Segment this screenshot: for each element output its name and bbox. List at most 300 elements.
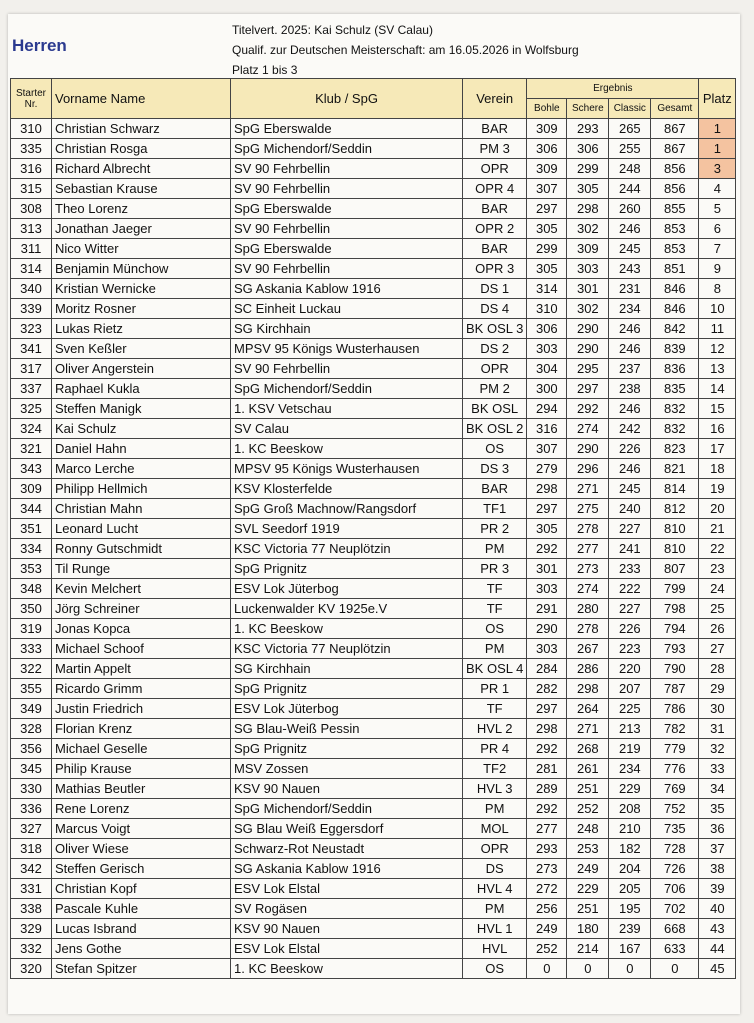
platz-cell: 43 — [699, 919, 736, 939]
verein-cell: DS 4 — [463, 299, 527, 319]
classic-cell: 238 — [609, 379, 651, 399]
gesamt-cell: 786 — [651, 699, 699, 719]
platz-cell: 3 — [699, 159, 736, 179]
gesamt-cell: 798 — [651, 599, 699, 619]
classic-cell: 245 — [609, 239, 651, 259]
classic-cell: 239 — [609, 919, 651, 939]
results-table — [10, 78, 736, 979]
schere-cell: 297 — [567, 379, 609, 399]
klub-cell: SpG Prignitz — [231, 679, 463, 699]
name-cell: Pascale Kuhle — [52, 899, 231, 919]
starter-nr-cell: 311 — [11, 239, 52, 259]
header-classic: Classic — [609, 99, 651, 119]
platz-cell: 1 — [699, 139, 736, 159]
platz-cell: 44 — [699, 939, 736, 959]
table-row — [11, 439, 736, 459]
verein-cell: TF1 — [463, 499, 527, 519]
name-cell: Philip Krause — [52, 759, 231, 779]
gesamt-cell: 835 — [651, 379, 699, 399]
table-row — [11, 279, 736, 299]
klub-cell: SpG Prignitz — [231, 739, 463, 759]
verein-cell: MOL — [463, 819, 527, 839]
gesamt-cell: 823 — [651, 439, 699, 459]
schere-cell: 306 — [567, 139, 609, 159]
starter-nr-cell: 338 — [11, 899, 52, 919]
klub-cell: SG Askania Kablow 1916 — [231, 279, 463, 299]
header-starter: Starter Nr. — [11, 79, 52, 119]
table-row — [11, 519, 736, 539]
name-cell: Kai Schulz — [52, 419, 231, 439]
name-cell: Lukas Rietz — [52, 319, 231, 339]
gesamt-cell: 832 — [651, 419, 699, 439]
bohle-cell: 305 — [527, 259, 567, 279]
header-info — [232, 20, 579, 80]
name-cell: Sebastian Krause — [52, 179, 231, 199]
bohle-cell: 305 — [527, 219, 567, 239]
gesamt-cell: 846 — [651, 279, 699, 299]
name-cell: Richard Albrecht — [52, 159, 231, 179]
table-row — [11, 659, 736, 679]
bohle-cell: 273 — [527, 859, 567, 879]
table-row — [11, 759, 736, 779]
name-cell: Benjamin Münchow — [52, 259, 231, 279]
verein-cell: PR 4 — [463, 739, 527, 759]
schere-cell: 264 — [567, 699, 609, 719]
verein-cell: OPR 3 — [463, 259, 527, 279]
schere-cell: 299 — [567, 159, 609, 179]
name-cell: Michael Schoof — [52, 639, 231, 659]
starter-nr-cell: 318 — [11, 839, 52, 859]
table-row — [11, 119, 736, 139]
name-cell: Christian Kopf — [52, 879, 231, 899]
classic-cell: 233 — [609, 559, 651, 579]
classic-cell: 246 — [609, 459, 651, 479]
schere-cell: 271 — [567, 719, 609, 739]
gesamt-cell: 853 — [651, 239, 699, 259]
gesamt-cell: 810 — [651, 519, 699, 539]
table-row — [11, 579, 736, 599]
starter-nr-cell: 322 — [11, 659, 52, 679]
table-row — [11, 699, 736, 719]
klub-cell: KSC Victoria 77 Neuplötzin — [231, 539, 463, 559]
verein-cell: PR 3 — [463, 559, 527, 579]
verein-cell: BAR — [463, 239, 527, 259]
schere-cell: 278 — [567, 519, 609, 539]
starter-nr-cell: 337 — [11, 379, 52, 399]
platz-cell: 9 — [699, 259, 736, 279]
name-cell: Kristian Wernicke — [52, 279, 231, 299]
platz-cell: 1 — [699, 119, 736, 139]
bohle-cell: 303 — [527, 639, 567, 659]
starter-nr-cell: 342 — [11, 859, 52, 879]
bohle-cell: 252 — [527, 939, 567, 959]
platz-cell: 23 — [699, 559, 736, 579]
name-cell: Theo Lorenz — [52, 199, 231, 219]
verein-cell: OS — [463, 439, 527, 459]
header-schere: Schere — [567, 99, 609, 119]
classic-cell: 223 — [609, 639, 651, 659]
starter-nr-cell: 336 — [11, 799, 52, 819]
table-row — [11, 359, 736, 379]
name-cell: Daniel Hahn — [52, 439, 231, 459]
klub-cell: SG Askania Kablow 1916 — [231, 859, 463, 879]
table-row — [11, 479, 736, 499]
verein-cell: TF2 — [463, 759, 527, 779]
range-line: Platz 1 bis 3 — [232, 63, 298, 77]
schere-cell: 253 — [567, 839, 609, 859]
bohle-cell: 305 — [527, 519, 567, 539]
verein-cell: BAR — [463, 199, 527, 219]
klub-cell: SG Blau-Weiß Pessin — [231, 719, 463, 739]
platz-cell: 31 — [699, 719, 736, 739]
schere-cell: 278 — [567, 619, 609, 639]
classic-cell: 245 — [609, 479, 651, 499]
classic-cell: 226 — [609, 619, 651, 639]
schere-cell: 229 — [567, 879, 609, 899]
schere-cell: 296 — [567, 459, 609, 479]
table-row — [11, 419, 736, 439]
bohle-cell: 282 — [527, 679, 567, 699]
table-row — [11, 339, 736, 359]
name-cell: Christian Schwarz — [52, 119, 231, 139]
schere-cell: 305 — [567, 179, 609, 199]
klub-cell: KSV 90 Nauen — [231, 779, 463, 799]
klub-cell: ESV Lok Jüterbog — [231, 699, 463, 719]
table-row — [11, 159, 736, 179]
platz-cell: 17 — [699, 439, 736, 459]
name-cell: Sven Keßler — [52, 339, 231, 359]
name-cell: Justin Friedrich — [52, 699, 231, 719]
bohle-cell: 301 — [527, 559, 567, 579]
schere-cell: 302 — [567, 299, 609, 319]
klub-cell: SV 90 Fehrbellin — [231, 259, 463, 279]
gesamt-cell: 839 — [651, 339, 699, 359]
klub-cell: SVL Seedorf 1919 — [231, 519, 463, 539]
verein-cell: HVL 4 — [463, 879, 527, 899]
platz-cell: 37 — [699, 839, 736, 859]
starter-nr-cell: 313 — [11, 219, 52, 239]
table-row — [11, 599, 736, 619]
classic-cell: 265 — [609, 119, 651, 139]
klub-cell: SpG Prignitz — [231, 559, 463, 579]
platz-cell: 39 — [699, 879, 736, 899]
gesamt-cell: 779 — [651, 739, 699, 759]
bohle-cell: 297 — [527, 699, 567, 719]
starter-nr-cell: 339 — [11, 299, 52, 319]
bohle-cell: 304 — [527, 359, 567, 379]
starter-nr-cell: 324 — [11, 419, 52, 439]
bohle-cell: 299 — [527, 239, 567, 259]
starter-nr-cell: 320 — [11, 959, 52, 979]
platz-cell: 15 — [699, 399, 736, 419]
starter-nr-cell: 325 — [11, 399, 52, 419]
results-sheet — [8, 14, 740, 1014]
gesamt-cell: 855 — [651, 199, 699, 219]
gesamt-cell: 702 — [651, 899, 699, 919]
name-cell: Moritz Rosner — [52, 299, 231, 319]
starter-nr-cell: 328 — [11, 719, 52, 739]
starter-nr-cell: 348 — [11, 579, 52, 599]
starter-nr-cell: 334 — [11, 539, 52, 559]
classic-cell: 182 — [609, 839, 651, 859]
classic-cell: 234 — [609, 759, 651, 779]
starter-nr-cell: 333 — [11, 639, 52, 659]
table-row — [11, 919, 736, 939]
bohle-cell: 310 — [527, 299, 567, 319]
verein-cell: PM — [463, 539, 527, 559]
table-row — [11, 679, 736, 699]
name-cell: Ricardo Grimm — [52, 679, 231, 699]
classic-cell: 204 — [609, 859, 651, 879]
gesamt-cell: 799 — [651, 579, 699, 599]
verein-cell: BK OSL 3 — [463, 319, 527, 339]
bohle-cell: 303 — [527, 339, 567, 359]
klub-cell: ESV Lok Elstal — [231, 939, 463, 959]
gesamt-cell: 728 — [651, 839, 699, 859]
schere-cell: 298 — [567, 679, 609, 699]
verein-cell: PM — [463, 639, 527, 659]
name-cell: Mathias Beutler — [52, 779, 231, 799]
header-ergebnis: Ergebnis — [527, 79, 699, 99]
bohle-cell: 256 — [527, 899, 567, 919]
gesamt-cell: 787 — [651, 679, 699, 699]
classic-cell: 210 — [609, 819, 651, 839]
starter-nr-cell: 331 — [11, 879, 52, 899]
bohle-cell: 297 — [527, 499, 567, 519]
gesamt-cell: 807 — [651, 559, 699, 579]
platz-cell: 27 — [699, 639, 736, 659]
classic-cell: 229 — [609, 779, 651, 799]
table-row — [11, 619, 736, 639]
classic-cell: 225 — [609, 699, 651, 719]
klub-cell: SG Kirchhain — [231, 319, 463, 339]
klub-cell: 1. KC Beeskow — [231, 439, 463, 459]
verein-cell: OPR — [463, 839, 527, 859]
classic-cell: 208 — [609, 799, 651, 819]
verein-cell: DS 1 — [463, 279, 527, 299]
platz-cell: 13 — [699, 359, 736, 379]
platz-cell: 16 — [699, 419, 736, 439]
table-row — [11, 319, 736, 339]
table-row — [11, 939, 736, 959]
table-row — [11, 799, 736, 819]
table-row — [11, 139, 736, 159]
klub-cell: SpG Eberswalde — [231, 119, 463, 139]
gesamt-cell: 735 — [651, 819, 699, 839]
classic-cell: 231 — [609, 279, 651, 299]
gesamt-cell: 832 — [651, 399, 699, 419]
gesamt-cell: 867 — [651, 119, 699, 139]
platz-cell: 10 — [699, 299, 736, 319]
platz-cell: 12 — [699, 339, 736, 359]
klub-cell: 1. KSV Vetschau — [231, 399, 463, 419]
name-cell: Oliver Wiese — [52, 839, 231, 859]
table-row — [11, 199, 736, 219]
name-cell: Jonathan Jaeger — [52, 219, 231, 239]
bohle-cell: 290 — [527, 619, 567, 639]
bohle-cell: 281 — [527, 759, 567, 779]
table-row — [11, 459, 736, 479]
platz-cell: 38 — [699, 859, 736, 879]
classic-cell: 195 — [609, 899, 651, 919]
schere-cell: 275 — [567, 499, 609, 519]
schere-cell: 261 — [567, 759, 609, 779]
schere-cell: 280 — [567, 599, 609, 619]
platz-cell: 6 — [699, 219, 736, 239]
verein-cell: PM 2 — [463, 379, 527, 399]
platz-cell: 33 — [699, 759, 736, 779]
starter-nr-cell: 329 — [11, 919, 52, 939]
name-cell: Marco Lerche — [52, 459, 231, 479]
name-cell: Rene Lorenz — [52, 799, 231, 819]
starter-nr-cell: 327 — [11, 819, 52, 839]
gesamt-cell: 752 — [651, 799, 699, 819]
verein-cell: OPR 2 — [463, 219, 527, 239]
verein-cell: BK OSL 2 — [463, 419, 527, 439]
gesamt-cell: 668 — [651, 919, 699, 939]
bohle-cell: 298 — [527, 479, 567, 499]
schere-cell: 249 — [567, 859, 609, 879]
starter-nr-cell: 355 — [11, 679, 52, 699]
starter-nr-cell: 332 — [11, 939, 52, 959]
bohle-cell: 314 — [527, 279, 567, 299]
name-cell: Ronny Gutschmidt — [52, 539, 231, 559]
name-cell: Leonard Lucht — [52, 519, 231, 539]
table-row — [11, 899, 736, 919]
schere-cell: 286 — [567, 659, 609, 679]
header-name: Vorname Name — [52, 79, 231, 119]
starter-nr-cell: 335 — [11, 139, 52, 159]
klub-cell: SpG Michendorf/Seddin — [231, 379, 463, 399]
classic-cell: 243 — [609, 259, 651, 279]
klub-cell: MSV Zossen — [231, 759, 463, 779]
verein-cell: OS — [463, 619, 527, 639]
platz-cell: 26 — [699, 619, 736, 639]
schere-cell: 293 — [567, 119, 609, 139]
classic-cell: 246 — [609, 219, 651, 239]
bohle-cell: 292 — [527, 799, 567, 819]
bohle-cell: 316 — [527, 419, 567, 439]
gesamt-cell: 794 — [651, 619, 699, 639]
schere-cell: 309 — [567, 239, 609, 259]
starter-nr-cell: 350 — [11, 599, 52, 619]
platz-cell: 11 — [699, 319, 736, 339]
verein-cell: OPR 4 — [463, 179, 527, 199]
starter-nr-cell: 345 — [11, 759, 52, 779]
classic-cell: 167 — [609, 939, 651, 959]
table-row — [11, 259, 736, 279]
bohle-cell: 307 — [527, 439, 567, 459]
classic-cell: 260 — [609, 199, 651, 219]
gesamt-cell: 846 — [651, 299, 699, 319]
classic-cell: 227 — [609, 599, 651, 619]
platz-cell: 32 — [699, 739, 736, 759]
name-cell: Christian Mahn — [52, 499, 231, 519]
starter-nr-cell: 349 — [11, 699, 52, 719]
classic-cell: 207 — [609, 679, 651, 699]
results-body — [11, 119, 736, 979]
name-cell: Christian Rosga — [52, 139, 231, 159]
gesamt-cell: 812 — [651, 499, 699, 519]
header-klub: Klub / SpG — [231, 79, 463, 119]
klub-cell: SpG Michendorf/Seddin — [231, 139, 463, 159]
verein-cell: PM 3 — [463, 139, 527, 159]
name-cell: Steffen Gerisch — [52, 859, 231, 879]
verein-cell: PM — [463, 799, 527, 819]
name-cell: Raphael Kukla — [52, 379, 231, 399]
bohle-cell: 289 — [527, 779, 567, 799]
starter-nr-cell: 330 — [11, 779, 52, 799]
schere-cell: 0 — [567, 959, 609, 979]
platz-cell: 35 — [699, 799, 736, 819]
schere-cell: 290 — [567, 319, 609, 339]
table-row — [11, 539, 736, 559]
verein-cell: TF — [463, 699, 527, 719]
name-cell: Jörg Schreiner — [52, 599, 231, 619]
bohle-cell: 272 — [527, 879, 567, 899]
classic-cell: 219 — [609, 739, 651, 759]
verein-cell: TF — [463, 579, 527, 599]
schere-cell: 290 — [567, 339, 609, 359]
gesamt-cell: 814 — [651, 479, 699, 499]
starter-nr-cell: 315 — [11, 179, 52, 199]
verein-cell: HVL 3 — [463, 779, 527, 799]
classic-cell: 240 — [609, 499, 651, 519]
starter-nr-cell: 314 — [11, 259, 52, 279]
bohle-cell: 292 — [527, 739, 567, 759]
verein-cell: BAR — [463, 119, 527, 139]
classic-cell: 237 — [609, 359, 651, 379]
schere-cell: 271 — [567, 479, 609, 499]
table-row — [11, 879, 736, 899]
schere-cell: 292 — [567, 399, 609, 419]
bohle-cell: 306 — [527, 319, 567, 339]
klub-cell: SV 90 Fehrbellin — [231, 179, 463, 199]
platz-cell: 25 — [699, 599, 736, 619]
table-row — [11, 379, 736, 399]
verein-cell: DS 2 — [463, 339, 527, 359]
starter-nr-cell: 353 — [11, 559, 52, 579]
platz-cell: 30 — [699, 699, 736, 719]
platz-cell: 29 — [699, 679, 736, 699]
gesamt-cell: 821 — [651, 459, 699, 479]
platz-cell: 19 — [699, 479, 736, 499]
platz-cell: 22 — [699, 539, 736, 559]
gesamt-cell: 782 — [651, 719, 699, 739]
bohle-cell: 284 — [527, 659, 567, 679]
verein-cell: HVL — [463, 939, 527, 959]
starter-nr-cell: 317 — [11, 359, 52, 379]
starter-nr-cell: 323 — [11, 319, 52, 339]
bohle-cell: 294 — [527, 399, 567, 419]
gesamt-cell: 856 — [651, 179, 699, 199]
klub-cell: SV Calau — [231, 419, 463, 439]
verein-cell: HVL 1 — [463, 919, 527, 939]
starter-nr-cell: 319 — [11, 619, 52, 639]
bohle-cell: 297 — [527, 199, 567, 219]
starter-nr-cell: 343 — [11, 459, 52, 479]
verein-cell: OPR — [463, 359, 527, 379]
table-row — [11, 819, 736, 839]
qualification-line: Qualif. zur Deutschen Meisterschaft: am 16.05.2026 in Wolfsburg — [232, 43, 579, 57]
table-row — [11, 559, 736, 579]
gesamt-cell: 836 — [651, 359, 699, 379]
table-row — [11, 299, 736, 319]
classic-cell: 248 — [609, 159, 651, 179]
klub-cell: SpG Michendorf/Seddin — [231, 799, 463, 819]
gesamt-cell: 0 — [651, 959, 699, 979]
bohle-cell: 293 — [527, 839, 567, 859]
